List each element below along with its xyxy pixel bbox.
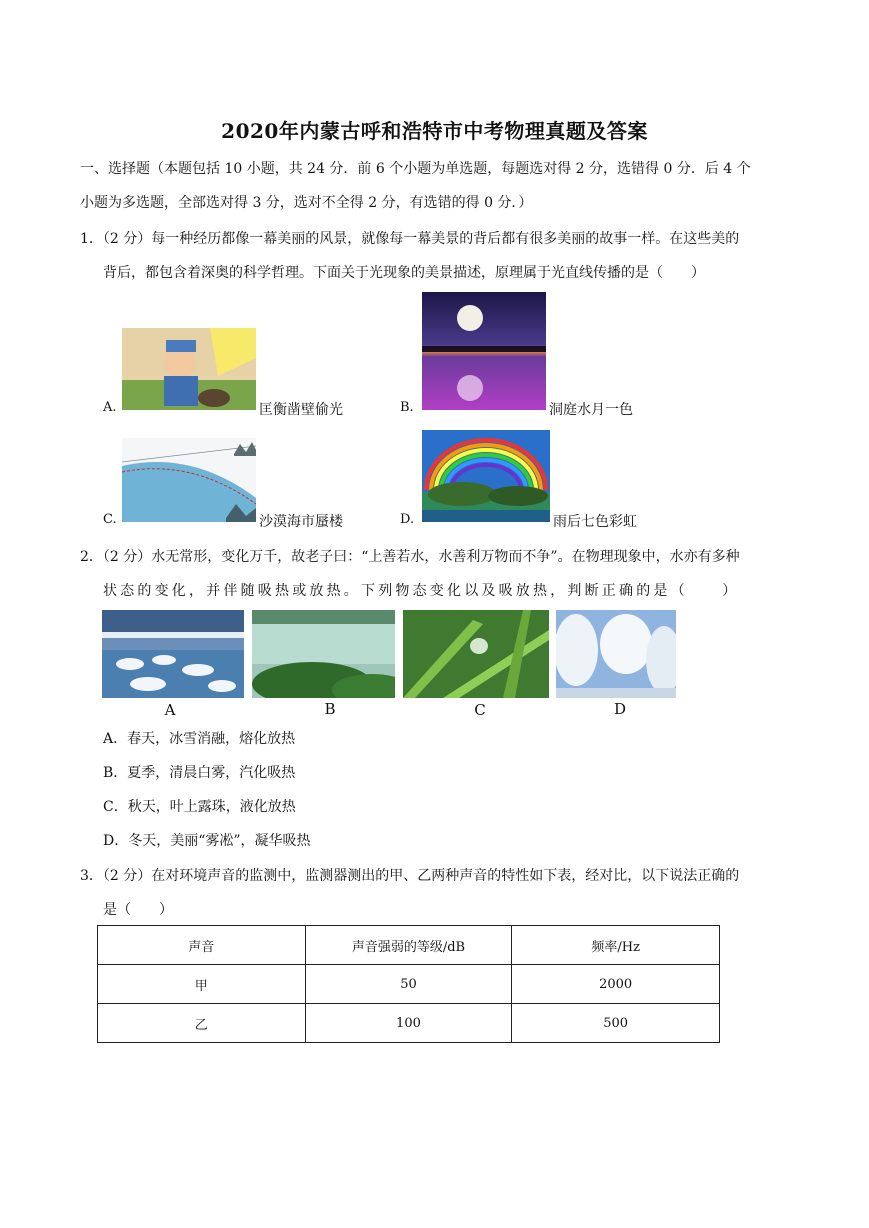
table-cell: 2000 xyxy=(512,965,720,1004)
q1-stem-line2: 背后，都包含着深奥的科学哲理。下面关于光现象的美景描述，原理属于光直线传播的是（ ） xyxy=(103,265,705,281)
table-row xyxy=(98,965,720,1004)
q2-figure-c-letter: C xyxy=(474,701,486,719)
q2-figure-d-letter: D xyxy=(613,700,627,718)
q2-figure-b-image xyxy=(252,610,395,698)
q1-option-b-label: B. xyxy=(400,400,414,415)
page-title: 2020年内蒙古呼和浩特市中考物理真题及答案 xyxy=(221,119,648,143)
q2-figure-d-image xyxy=(556,610,676,698)
q2-figure-b-letter: B xyxy=(324,700,336,718)
q2-option-d: D．冬天，美丽“雾凇”，凝华吸热 xyxy=(103,833,311,849)
q1-option-a-caption: 凿壁偷光 xyxy=(287,402,343,418)
q1-option-d-image xyxy=(422,430,550,522)
table-header-cell: 频率/Hz xyxy=(512,926,720,965)
q1-option-c-label: C. xyxy=(103,512,117,527)
q2-option-c: C．秋天，叶上露珠，液化放热 xyxy=(103,799,296,815)
q2-option-b: B．夏季，清晨白雾，汽化吸热 xyxy=(103,765,296,781)
q2-figure-c-image xyxy=(403,610,549,698)
q1-option-a-image xyxy=(122,328,256,410)
q2-stem-line1: 2．（2 分）水无常形，变化万千，故老子曰：“上善若水，水善利万物而不争”。在物理现象中，水亦有多种 xyxy=(80,549,740,565)
q1-option-c-image xyxy=(122,438,256,522)
q2-figure-a-image xyxy=(102,610,244,698)
table-header-cell: 声音 xyxy=(98,926,306,965)
q1-option-c-caption: 沙漠海市蜃楼 xyxy=(259,514,343,530)
q1-option-a-label: A. xyxy=(103,400,117,415)
table-header-row xyxy=(98,926,720,965)
table-header-cell: 声音强弱的等级/dB xyxy=(305,926,512,965)
q1-option-b-caption: 洞庭水月一色 xyxy=(549,402,633,418)
q1-option-d-label: D. xyxy=(400,512,415,527)
q1-option-d-caption: 雨后七色彩虹 xyxy=(553,514,637,530)
q3-stem-line2: 是（ ） xyxy=(103,902,173,918)
q2-figure-a-letter: A xyxy=(164,701,176,719)
q1-option-a-caption-prefix: 匡衡 xyxy=(259,402,287,418)
table-cell: 甲 xyxy=(98,965,306,1004)
table-cell: 500 xyxy=(512,1004,720,1043)
q1-stem-line1: 1．（2 分）每一种经历都像一幕美丽的风景，就像每一幕美景的背后都有很多美丽的故事一样。在这些美的 xyxy=(80,231,740,247)
table-cell: 100 xyxy=(305,1004,512,1043)
q2-option-a: A．春天，冰雪消融，熔化放热 xyxy=(103,731,296,747)
q3-stem-line1: 3．（2 分）在对环境声音的监测中，监测器测出的甲、乙两种声音的特性如下表，经对比，以下说法正确的 xyxy=(80,868,740,884)
table-cell: 乙 xyxy=(98,1004,306,1043)
section-instructions-line1: 一、选择题（本题包括 10 小题，共 24 分．前 6 个小题为单选题，每题选对得 2 分，选错得 0 分．后 4 个 xyxy=(80,161,751,177)
q3-sound-table xyxy=(97,925,720,1043)
q1-option-b-image xyxy=(422,292,546,410)
section-instructions-line2: 小题为多选题，全部选对得 3 分，选对不全得 2 分，有选错的得 0 分．） xyxy=(80,195,533,211)
table-cell: 50 xyxy=(305,965,512,1004)
table-row xyxy=(98,1004,720,1043)
q2-stem-line2: 状态的变化，并伴随吸热或放热。下列物态变化以及吸放热，判断正确的是（ ） xyxy=(103,583,740,599)
